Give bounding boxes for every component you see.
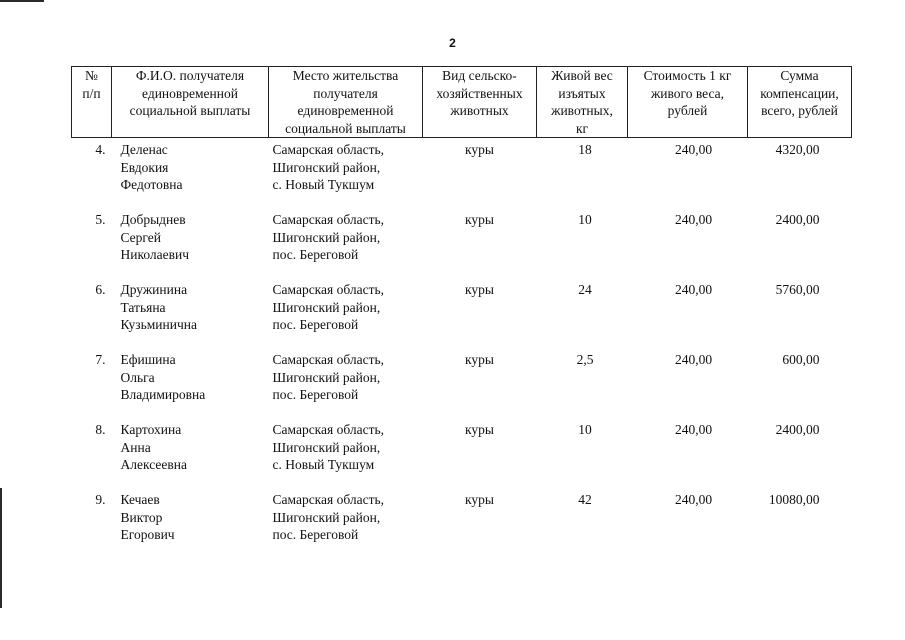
price-per-kg: 240,00 — [674, 422, 713, 437]
table-row — [72, 421, 852, 491]
animal-type: куры — [465, 282, 494, 297]
header-number: № п/п — [72, 67, 112, 138]
residence: Самарская область, Шигонский район, пос. Береговой — [272, 352, 385, 402]
recipient-name: Ефишина Ольга Владимировна — [120, 352, 206, 402]
price-per-kg: 240,00 — [674, 282, 713, 297]
animal-type: куры — [465, 422, 494, 437]
live-weight: 10 — [578, 422, 592, 437]
residence: Самарская область, Шигонский район, пос. Береговой — [272, 212, 385, 262]
compensation-table — [71, 66, 852, 561]
table-row — [72, 211, 852, 281]
animal-type: куры — [465, 212, 494, 227]
recipient-name: Картохина Анна Алексеевна — [120, 422, 187, 472]
header-recipient-name: Ф.И.О. получателя единовременной социальной выплаты — [112, 67, 269, 138]
row-number: 7. — [95, 352, 106, 367]
table-body — [72, 138, 852, 562]
compensation-total: 2400,00 — [775, 422, 820, 437]
compensation-total: 5760,00 — [775, 282, 820, 297]
live-weight: 10 — [578, 212, 592, 227]
price-per-kg: 240,00 — [674, 492, 713, 507]
animal-type: куры — [465, 352, 494, 367]
header-animal-type: Вид сельско- хозяйственных животных — [423, 67, 537, 138]
table-row — [72, 351, 852, 421]
header-residence: Место жительства получателя единовременной социальной выплаты — [269, 67, 423, 138]
page-number: 2 — [449, 36, 456, 50]
live-weight: 24 — [578, 282, 592, 297]
header-compensation-total: Сумма компенсации, всего, рублей — [748, 67, 852, 138]
compensation-total: 600,00 — [782, 352, 820, 367]
compensation-total: 2400,00 — [775, 212, 820, 227]
compensation-total: 10080,00 — [768, 492, 820, 507]
live-weight: 2,5 — [576, 352, 594, 367]
animal-type: куры — [465, 142, 494, 157]
header-row — [72, 67, 852, 138]
recipient-name: Добрыднев Сергей Николаевич — [120, 212, 190, 262]
price-per-kg: 240,00 — [674, 142, 713, 157]
compensation-total: 4320,00 — [775, 142, 820, 157]
table-header — [72, 67, 852, 138]
recipient-name: Деленас Евдокия Федотовна — [120, 142, 183, 192]
row-number: 6. — [95, 282, 106, 297]
row-number: 9. — [95, 492, 106, 507]
scan-artifact-top-left — [0, 0, 44, 2]
header-price-per-kg: Стоимость 1 кг живого веса, рублей — [628, 67, 748, 138]
table-row — [72, 281, 852, 351]
price-per-kg: 240,00 — [674, 212, 713, 227]
row-number: 5. — [95, 212, 106, 227]
recipient-name: Дружинина Татьяна Кузьминична — [120, 282, 197, 332]
residence: Самарская область, Шигонский район, с. Новый Тукшум — [272, 142, 385, 192]
table-row — [72, 138, 852, 212]
live-weight: 18 — [578, 142, 592, 157]
recipient-name: Кечаев Виктор Егорович — [120, 492, 175, 542]
animal-type: куры — [465, 492, 494, 507]
scan-artifact-left-edge — [0, 488, 2, 608]
row-number: 4. — [95, 142, 106, 157]
price-per-kg: 240,00 — [674, 352, 713, 367]
residence: Самарская область, Шигонский район, пос. Береговой — [272, 282, 385, 332]
table-row — [72, 491, 852, 561]
residence: Самарская область, Шигонский район, пос. Береговой — [272, 492, 385, 542]
live-weight: 42 — [578, 492, 592, 507]
residence: Самарская область, Шигонский район, с. Новый Тукшум — [272, 422, 385, 472]
header-live-weight: Живой вес изъятых животных, кг — [537, 67, 628, 138]
row-number: 8. — [95, 422, 106, 437]
